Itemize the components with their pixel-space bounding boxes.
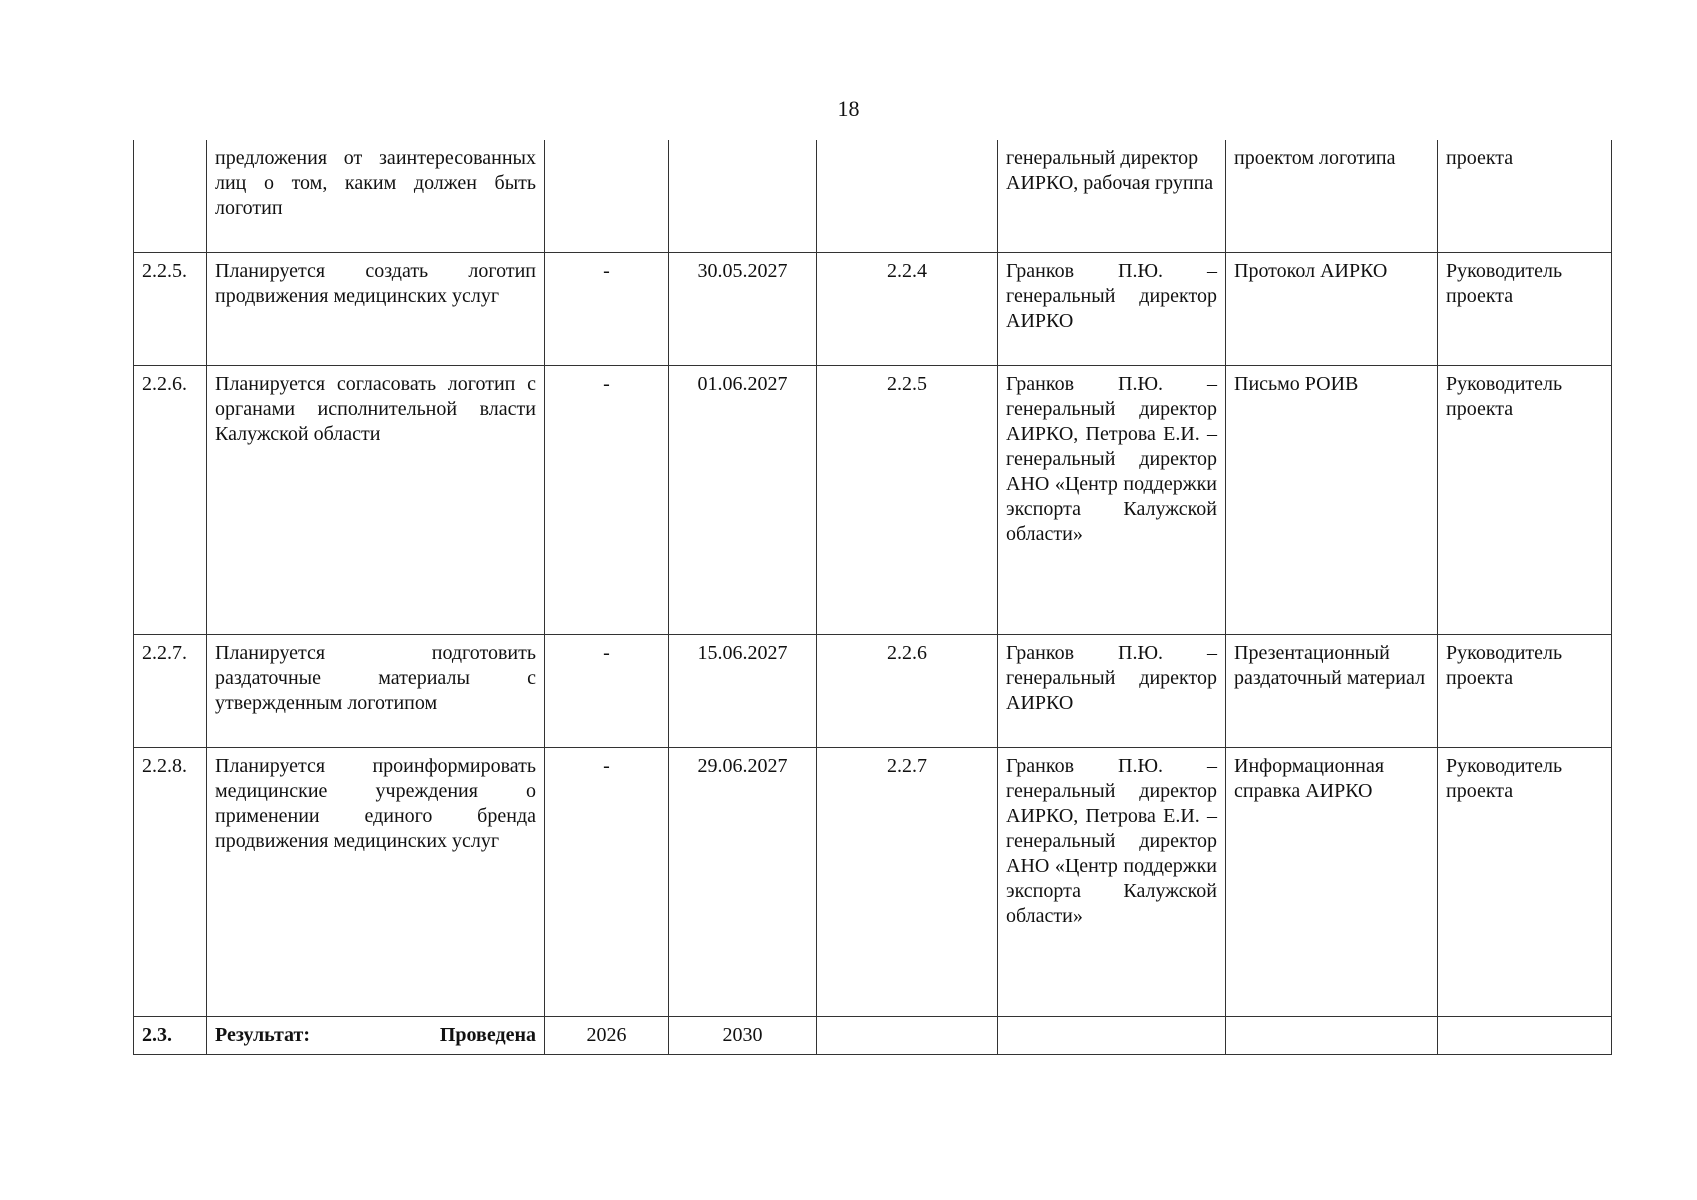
approver xyxy=(1438,1016,1612,1054)
plan-table xyxy=(133,140,1612,1055)
document-type xyxy=(1226,1016,1438,1054)
approver: Руководитель проекта xyxy=(1438,252,1612,365)
task-description: Планируется создать логотип продвижения медицинских услуг xyxy=(207,252,545,365)
start-date: - xyxy=(545,634,669,747)
approver: Руководитель проекта xyxy=(1438,634,1612,747)
table-row xyxy=(134,252,1612,365)
responsible: генеральный директор АИРКО, рабочая группа xyxy=(998,140,1226,252)
result-label-tail: Проведена xyxy=(439,1023,536,1046)
responsible xyxy=(998,1016,1226,1054)
start-date: - xyxy=(545,252,669,365)
document-type: Презентационный раздаточный материал xyxy=(1226,634,1438,747)
dependency: 2.2.7 xyxy=(817,747,998,1016)
responsible: Гранков П.Ю. – генеральный директор АИРКО, Петрова Е.И. – генеральный директор АНО «Центр поддержки экспорта Калужской области» xyxy=(998,365,1226,634)
approver: Руководитель проекта xyxy=(1438,365,1612,634)
row-number: 2.2.5. xyxy=(134,252,207,365)
responsible: Гранков П.Ю. – генеральный директор АИРКО xyxy=(998,634,1226,747)
row-number xyxy=(134,140,207,252)
responsible: Гранков П.Ю. – генеральный директор АИРКО, Петрова Е.И. – генеральный директор АНО «Центр поддержки экспорта Калужской области» xyxy=(998,747,1226,1016)
end-date: 29.06.2027 xyxy=(669,747,817,1016)
dependency: 2.2.6 xyxy=(817,634,998,747)
row-number: 2.2.6. xyxy=(134,365,207,634)
page-number: 18 xyxy=(837,96,860,121)
row-number: 2.2.8. xyxy=(134,747,207,1016)
end-date: 01.06.2027 xyxy=(669,365,817,634)
result-label-cell xyxy=(207,1016,545,1054)
end-date: 30.05.2027 xyxy=(669,252,817,365)
approver: Руководитель проекта xyxy=(1438,747,1612,1016)
start-date xyxy=(545,140,669,252)
dependency: 2.2.4 xyxy=(817,252,998,365)
task-description: предложения от заинтересованных лиц о том, каким должен быть логотип xyxy=(207,140,545,252)
table-row xyxy=(134,747,1612,1016)
result-row xyxy=(134,1016,1612,1054)
document-type: Письмо РОИВ xyxy=(1226,365,1438,634)
document-type: проектом логотипа xyxy=(1226,140,1438,252)
task-description: Планируется согласовать логотип с органами исполнительной власти Калужской области xyxy=(207,365,545,634)
dependency xyxy=(817,140,998,252)
start-year: 2026 xyxy=(545,1016,669,1054)
responsible: Гранков П.Ю. – генеральный директор АИРКО xyxy=(998,252,1226,365)
row-number: 2.2.7. xyxy=(134,634,207,747)
dependency: 2.2.5 xyxy=(817,365,998,634)
start-date: - xyxy=(545,747,669,1016)
document-type: Информационная справка АИРКО xyxy=(1226,747,1438,1016)
end-date xyxy=(669,140,817,252)
end-date: 15.06.2027 xyxy=(669,634,817,747)
dependency xyxy=(817,1016,998,1054)
result-label: Результат: xyxy=(215,1023,311,1046)
table-row xyxy=(134,365,1612,634)
approver: проекта xyxy=(1438,140,1612,252)
row-number: 2.3. xyxy=(134,1016,207,1054)
end-year: 2030 xyxy=(669,1016,817,1054)
task-description: Планируется подготовить раздаточные материалы с утвержденным логотипом xyxy=(207,634,545,747)
document-type: Протокол АИРКО xyxy=(1226,252,1438,365)
task-description: Планируется проинформировать медицинские учреждения о применении единого бренда продвижения медицинских услуг xyxy=(207,747,545,1016)
table-row xyxy=(134,634,1612,747)
start-date: - xyxy=(545,365,669,634)
table-row xyxy=(134,140,1612,252)
